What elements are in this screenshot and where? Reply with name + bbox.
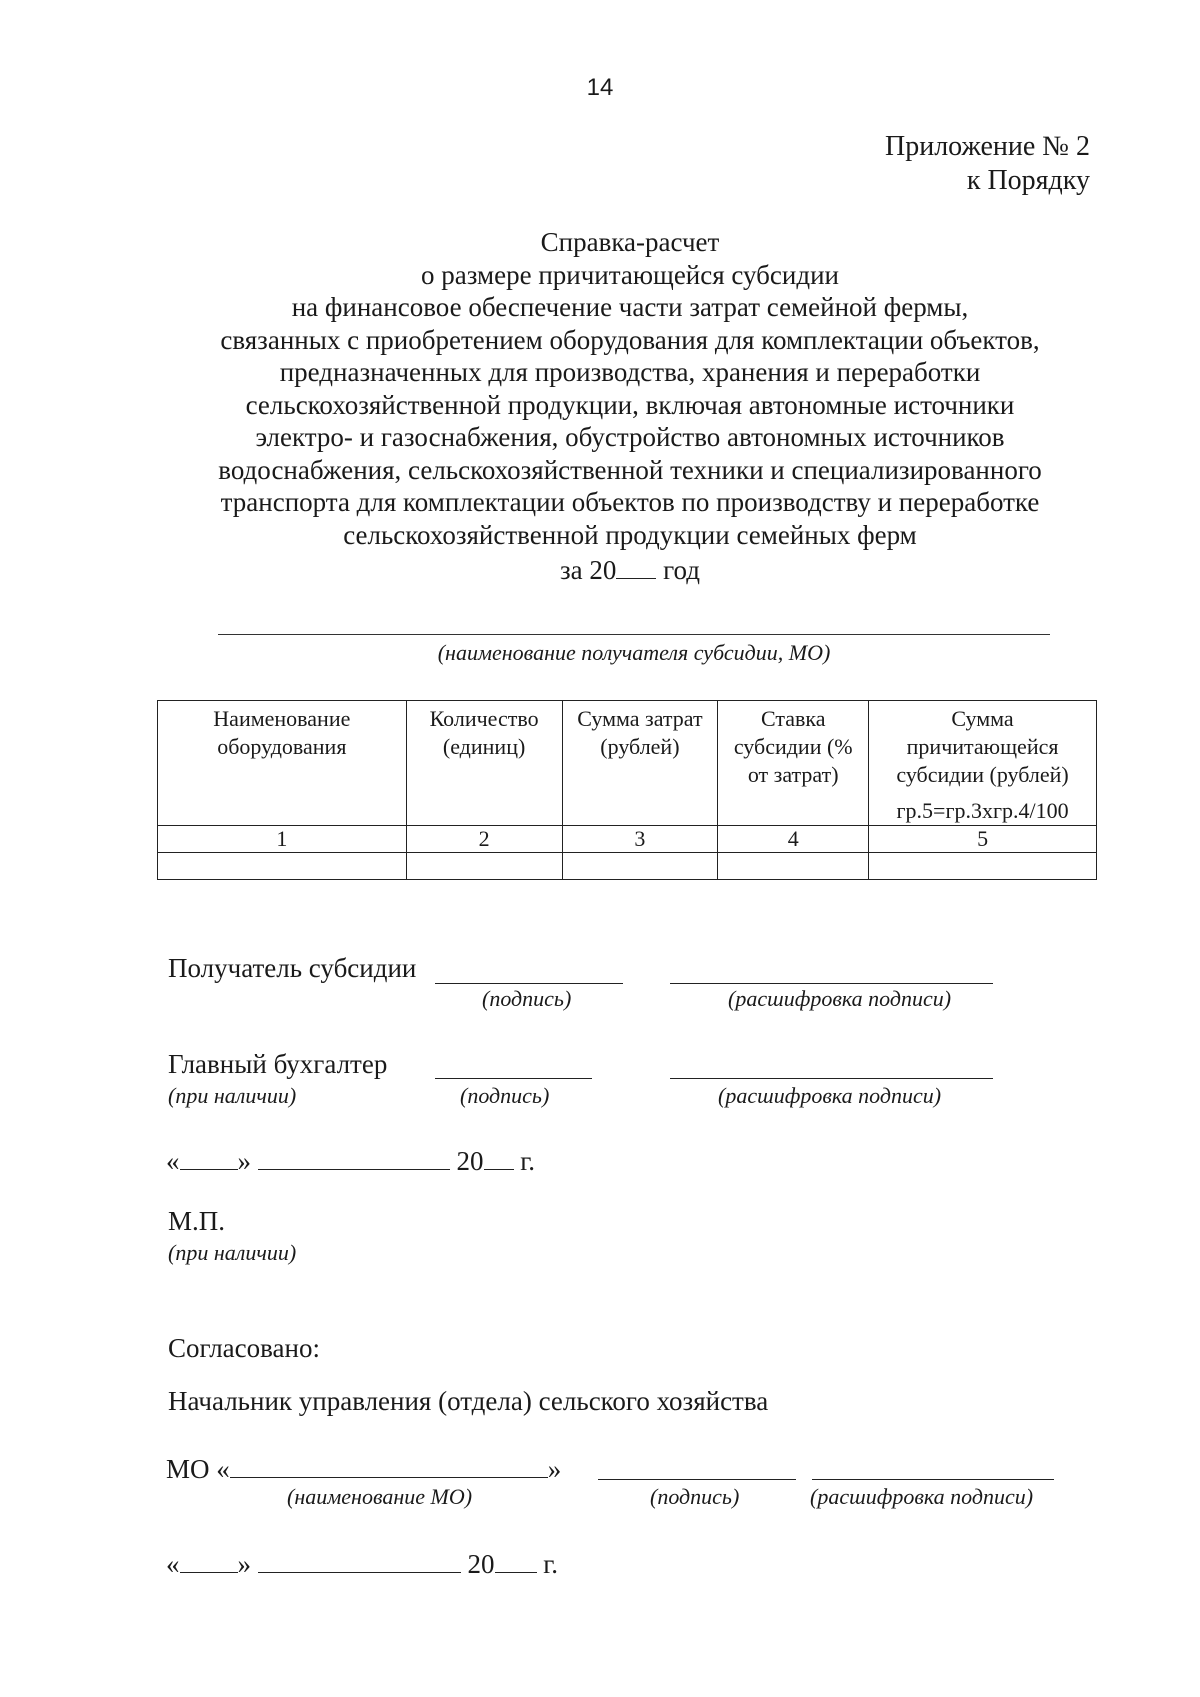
year-prefix: за 20 [559,555,617,585]
quote-close: » [237,1146,251,1176]
header-equipment: Наименование оборудования [158,701,407,826]
title-year-line [150,551,1110,587]
month-blank[interactable] [258,1545,461,1573]
column-number: 3 [562,826,718,853]
accountant-label: Главный бухгалтер [168,1049,388,1079]
quote-close: » [237,1549,251,1579]
year-suffix: г. [520,1146,536,1176]
header-formula: гр.5=гр.3хгр.4/100 [896,798,1069,823]
decode-caption: (расшифровка подписи) [718,1083,942,1108]
title-line: связанных с приобретением оборудования для комплектации объектов, [220,324,1040,355]
recipient-signature-line[interactable] [435,983,623,984]
column-number-row [158,826,1097,853]
title-line: на финансовое обеспечение части затрат семейной фермы, [291,292,969,322]
year-blank[interactable] [495,1545,537,1573]
accountant-signature-line[interactable] [435,1078,592,1079]
recipient-caption: (наименование получателя субсидии, МО) [437,640,831,665]
title-line: о размере причитающейся субсидии [421,259,839,290]
recipient-label: Получатель субсидии [168,953,417,983]
column-number: 4 [718,826,869,853]
decode-caption: (расшифровка подписи) [810,1484,1034,1509]
head-signature-line[interactable] [598,1479,796,1480]
day-blank[interactable] [180,1545,238,1573]
header-rate: Ставка субсидии (% от затрат) [718,701,869,826]
quote-open: « [166,1549,180,1579]
year-prefix: 20 [467,1549,495,1579]
table-cell[interactable] [406,853,562,880]
year-prefix: 20 [456,1146,484,1176]
signature-caption: (подпись) [650,1484,740,1509]
year-suffix: г. [543,1549,559,1579]
table-header-row [158,701,1097,826]
signature-caption: (подпись) [460,1083,550,1108]
mo-caption: (наименование МО) [287,1484,473,1509]
accountant-decode-line[interactable] [670,1078,993,1079]
recipient-name-line[interactable] [218,634,1050,635]
header-costs: Сумма затрат (рублей) [562,701,718,826]
header-subsidy [869,701,1097,826]
column-number: 2 [406,826,562,853]
title-line: Справка-расчет [540,227,720,257]
recipient-decode-line[interactable] [670,983,993,984]
column-number: 1 [158,826,407,853]
column-number: 5 [869,826,1097,853]
accountant-if-any-caption: (при наличии) [168,1083,297,1108]
month-blank[interactable] [258,1142,450,1170]
head-decode-line[interactable] [812,1479,1054,1480]
year-suffix: год [663,555,701,585]
appendix-line-1: Приложение № 2 [885,131,1090,162]
quote-open: « [166,1146,180,1176]
page-number: 14 [586,74,614,101]
mo-line [166,1450,561,1485]
table-cell[interactable] [158,853,407,880]
subsidy-table [157,700,1097,880]
mo-name-blank[interactable] [230,1450,548,1478]
day-blank[interactable] [180,1142,238,1170]
title-line: сельскохозяйственной продукции, включая автономные источники [245,389,1015,420]
year-blank[interactable] [616,551,656,579]
signature-caption: (подпись) [482,986,572,1011]
appendix-line-2: к Порядку [966,165,1090,196]
document-title [150,226,1110,587]
title-line: электро- и газоснабжения, обустройство автономных источников [255,422,1005,452]
table-cell[interactable] [869,853,1097,880]
decode-caption: (расшифровка подписи) [728,986,952,1011]
head-label: Начальник управления (отдела) сельского хозяйства [168,1386,769,1416]
table-cell[interactable] [718,853,869,880]
stamp-label: М.П. [168,1206,226,1236]
mo-suffix: » [547,1454,562,1484]
header-subsidy-label: Сумма причитающейся субсидии (рублей) [896,706,1069,787]
title-line: водоснабжения, сельскохозяйственной техники и специализированного [218,454,1042,485]
title-line: сельскохозяйственной продукции семейных ферм [343,519,917,550]
date-line-1 [166,1142,535,1177]
appendix-header [885,130,1090,198]
mo-prefix: МО « [166,1454,230,1484]
stamp-if-any-caption: (при наличии) [168,1240,297,1265]
header-quantity: Количество (единиц) [406,701,562,826]
title-line: транспорта для комплектации объектов по производству и переработке [220,487,1040,517]
table-row [158,853,1097,880]
table-cell[interactable] [562,853,718,880]
title-line: предназначенных для производства, хранения и переработки [279,357,981,387]
year-blank[interactable] [484,1142,514,1170]
agreed-label: Согласовано: [168,1333,320,1363]
date-line-2 [166,1545,558,1580]
